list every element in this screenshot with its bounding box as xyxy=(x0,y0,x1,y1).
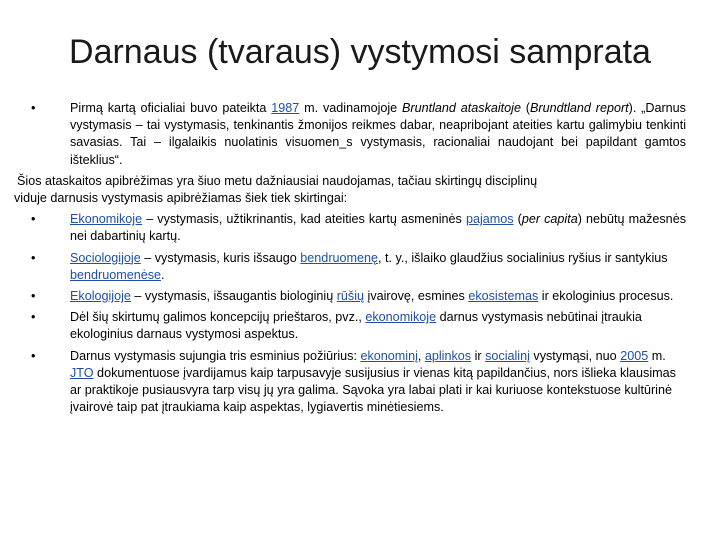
italic-text: Bruntland ataskaitoje xyxy=(402,101,521,115)
bullet-marker: • xyxy=(31,310,36,325)
text: vystymąsi, nuo xyxy=(529,348,621,363)
link-ekosistemas[interactable]: ekosistemas xyxy=(468,289,539,304)
text: , xyxy=(417,348,425,363)
text: Pirmą kartą oficialiai buvo pateikta xyxy=(70,101,272,115)
link-bendruomene[interactable]: bendruomenę xyxy=(300,250,379,265)
italic-text: per capita xyxy=(521,212,578,227)
text: – vystymasis, užtikrinantis, kad ateities kartų asmeninės xyxy=(142,212,466,227)
text: m. vadinamojoje xyxy=(299,101,403,115)
link-ekologijoje[interactable]: Ekologijoje xyxy=(70,289,131,304)
text: ir xyxy=(471,348,486,363)
link-1987[interactable]: 1987 xyxy=(271,101,300,115)
text: m. xyxy=(648,348,666,363)
paragraph-line: viduje darnusis vystymasis apibrėžiamas šiek tiek skirtingai: xyxy=(14,191,348,206)
text: ) nebūtų mažesnės nei dabartinių kartų. xyxy=(70,212,686,244)
text: , t. y., išlaiko glaudžius socialinius ryšius ir santykius xyxy=(378,250,668,265)
text: Darnus vystymasis sujungia tris esminius požiūrius: xyxy=(70,348,361,363)
link-rusiu[interactable]: rūšių xyxy=(336,289,365,304)
bullet-ecology xyxy=(14,288,686,305)
italic-text: Brundtland report xyxy=(530,101,629,115)
bullet-marker: • xyxy=(31,250,36,265)
paragraph-line: Šios ataskaitos apibrėžimas yra šiuo metu dažniausiai naudojamas, tačiau skirtingų disciplinų xyxy=(17,173,538,188)
slide-content xyxy=(14,100,686,420)
text: – vystymasis, kuris išsaugo xyxy=(140,250,301,265)
link-ekonomikoje-2[interactable]: ekonomikoje xyxy=(365,310,437,325)
text: ir ekologinius procesus. xyxy=(538,289,674,304)
link-ekonomikoje[interactable]: Ekonomikoje xyxy=(70,212,143,227)
text: ). „Darnus vystymasis – tai vystymasis, tenkinantis žmonijos reikmes dabar, neapribojant ateities kartu galimybiu tenkinti savasias. Tai – ilgalaikis nuolatinis visuomen_s vystymasis, racionaliai naudojant bei papildant gamtos išteklius“. xyxy=(70,101,686,167)
text: ( xyxy=(513,212,522,227)
link-jto[interactable]: JTO xyxy=(70,365,94,380)
bullet-conflicts xyxy=(14,309,686,343)
intro-paragraph xyxy=(14,173,686,207)
bullet-sociology xyxy=(14,250,686,284)
text: ( xyxy=(520,101,530,115)
text: darnus vystymasis nebūtinai įtraukia ekologinius darnaus vystymosi aspektus. xyxy=(70,310,642,342)
bullet-marker: • xyxy=(31,289,36,304)
bullet-marker: • xyxy=(31,101,36,115)
link-aplinkos[interactable]: aplinkos xyxy=(424,348,472,363)
bullet-three-pillars xyxy=(14,348,686,417)
bullet-origin xyxy=(14,100,686,169)
link-2005[interactable]: 2005 xyxy=(620,348,649,363)
bullet-marker: • xyxy=(31,348,36,363)
text: . xyxy=(161,267,165,282)
link-pajamos[interactable]: pajamos xyxy=(465,212,514,227)
link-bendruomenese[interactable]: bendruomenėse xyxy=(70,267,162,282)
link-sociologijoje[interactable]: Sociologijoje xyxy=(70,250,141,265)
link-socialini[interactable]: socialinį xyxy=(485,348,530,363)
bullet-marker: • xyxy=(31,212,36,227)
text: – vystymasis, išsaugantis biologinių xyxy=(130,289,337,304)
bullet-economics xyxy=(14,211,686,245)
text: dokumentuose įvardijamus kaip tarpusavyje susijusius ir vienas kitą papildančius, nors išlieka klausimas ar praktikoje pusiausvyra tarp visų jų yra galima. Sąvoka yra labai plati ir kai kuriuose kontekstuose kultūrinė įvairovė taip pat įtraukiama kaip aspektas, lygiavertis minėtiesiems. xyxy=(70,365,676,415)
text: įvairovę, esmines xyxy=(364,289,469,304)
slide-title: Darnaus (tvaraus) vystymosi samprata xyxy=(69,33,651,71)
text: Dėl šių skirtumų galimos koncepcijų prieštaros, pvz., xyxy=(70,310,366,325)
link-ekonomini[interactable]: ekonominį xyxy=(360,348,418,363)
